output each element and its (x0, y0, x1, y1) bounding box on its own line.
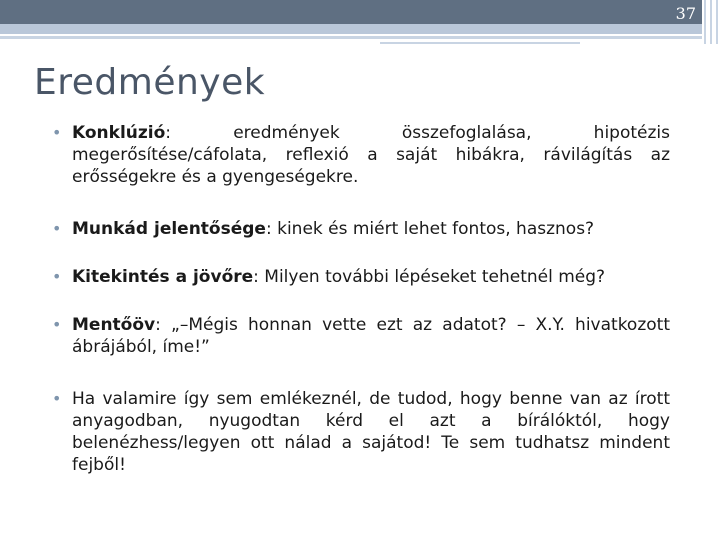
header-bar-dark (0, 0, 702, 24)
bullet-icon: • (52, 267, 62, 286)
edge-line-3 (716, 0, 718, 44)
bullet-text: : „–Mégis honnan vette ezt az adatot? – X.Y. hivatkozott ábrájából, íme!” (72, 315, 670, 357)
bullet-text: : eredmények összefoglalása, hipotézis megerősítése/cáfolata, reflexió a saját hibákra, rávilágítás az erősségekre és a gyengeségekre. (72, 123, 670, 187)
bullet-icon: • (52, 389, 62, 408)
bullet-text: : kinek és miért lehet fontos, hasznos? (265, 219, 595, 239)
bullet-icon: • (52, 219, 62, 238)
bullet-item-jelentoseg (52, 218, 670, 240)
header-rule-short (380, 42, 580, 44)
page-number: 37 (675, 4, 696, 23)
bullet-term: Konklúzió (72, 123, 166, 143)
bullet-term: Kitekintés a jövőre (72, 267, 254, 287)
slide-title: Eredmények (34, 62, 266, 103)
edge-line-2 (710, 0, 712, 44)
bullet-text: Ha valamire így sem emlékeznél, de tudod, hogy benne van az írott anyagodban, nyugodtan kérd el azt a bírálóktól, hogy belenézhess/legyen ott nálad a sajátod! Te sem tudhatsz mindent fejből! (72, 389, 670, 475)
bullet-item-konkluzio (52, 122, 670, 188)
bullet-term: Munkád jelentősége (72, 219, 266, 239)
bullet-icon: • (52, 315, 62, 334)
bullet-text: : Milyen további lépéseket tehetnél még? (253, 267, 606, 287)
bullet-list (52, 122, 670, 476)
bullet-item-kitekintes (52, 266, 670, 288)
bullet-item-emlekezes (52, 388, 670, 476)
header-rule (0, 36, 702, 39)
bullet-icon: • (52, 123, 62, 142)
header-bar-light (0, 24, 702, 34)
bullet-item-mentoov (52, 314, 670, 358)
edge-line-1 (704, 0, 706, 44)
bullet-term: Mentőöv (72, 315, 156, 335)
